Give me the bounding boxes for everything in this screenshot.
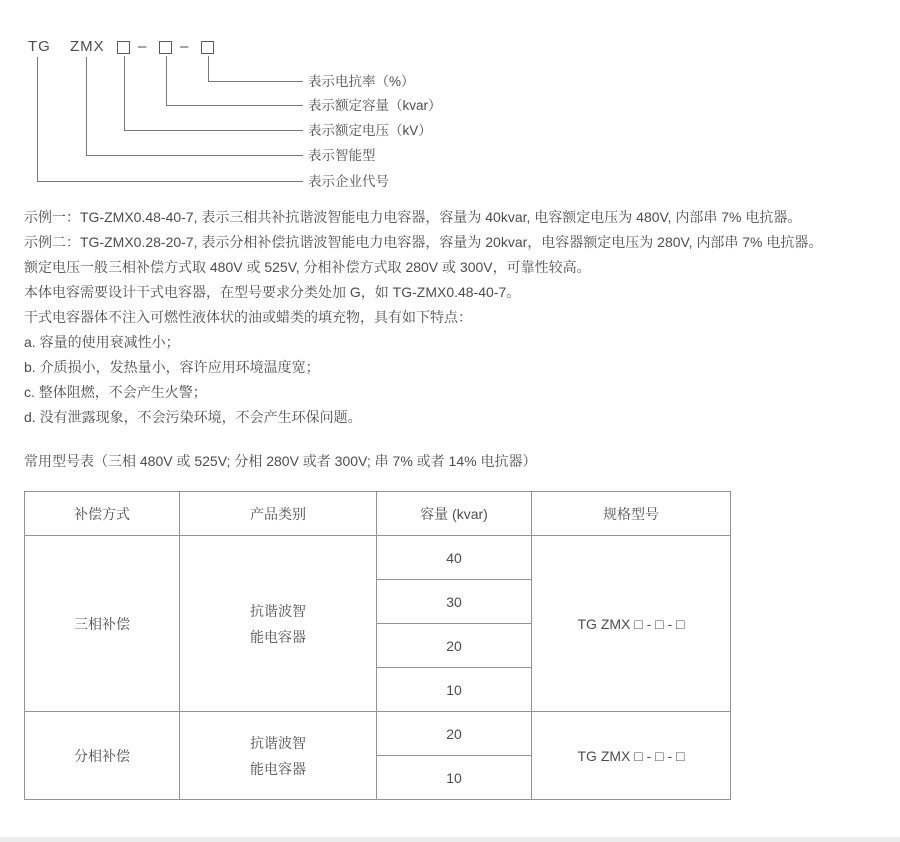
description-text-block	[0, 205, 900, 430]
paragraph-features-intro: 干式电容器体不注入可燃性液体状的油或蜡类的填充物，具有如下特点：	[24, 309, 472, 325]
paragraph-feature-b: b. 介质损小，发热量小，容许应用环境温度宽；	[24, 359, 320, 375]
smart-type-code-text: ZMX	[70, 38, 105, 55]
dash-separator: –	[180, 38, 190, 55]
table-row	[25, 712, 731, 756]
diagram-label-reactance: 表示电抗率（%）	[308, 74, 415, 89]
dash-separator: –	[138, 38, 148, 55]
model-box-icon	[159, 41, 172, 54]
cell-compensation-three-phase: 三相补偿	[25, 536, 180, 712]
category-line: 能电容器	[250, 628, 306, 645]
category-line: 抗谐波智	[250, 602, 306, 619]
col-header-capacity: 容量 (kvar)	[377, 492, 532, 536]
diagram-label-capacity: 表示额定容量（kvar）	[308, 98, 442, 113]
diagram-label-voltage: 表示额定电压（kV）	[308, 123, 432, 138]
company-code-text: TG	[28, 38, 51, 55]
model-box-icon	[117, 41, 130, 54]
page-bottom-edge	[0, 837, 900, 842]
cell-capacity: 20	[377, 624, 532, 668]
col-header-model: 规格型号	[532, 492, 731, 536]
cell-model-spec: TG ZMX □ - □ - □	[532, 536, 731, 712]
category-line: 能电容器	[250, 760, 306, 777]
paragraph-dry-type-note: 本体电容需要设计干式电容器，在型号要求分类处加 G，如 TG-ZMX0.48-40-7。	[24, 284, 521, 300]
paragraph-example-1: 示例一：TG-ZMX0.48-40-7, 表示三相共补抗谐波智能电力电容器，容量为 40kvar, 电容额定电压为 480V, 内部串 7% 电抗器。	[24, 209, 802, 225]
common-models-table	[24, 491, 731, 800]
cell-capacity: 10	[377, 756, 532, 800]
paragraph-feature-c: c. 整体阻燃，不会产生火警；	[24, 384, 207, 400]
diagram-label-smart: 表示智能型	[308, 148, 376, 163]
table-header-row	[25, 492, 731, 536]
cell-product-category	[180, 536, 377, 712]
category-line: 抗谐波智	[250, 734, 306, 751]
cell-capacity: 40	[377, 536, 532, 580]
callout-line-company	[37, 57, 303, 182]
col-header-compensation: 补偿方式	[25, 492, 180, 536]
paragraph-voltage-note: 额定电压一般三相补偿方式取 480V 或 525V, 分相补偿方式取 280V 或 300V，可靠性较高。	[24, 259, 591, 275]
cell-model-spec: TG ZMX □ - □ - □	[532, 712, 731, 800]
paragraph-example-2: 示例二：TG-ZMX0.28-20-7, 表示分相补偿抗谐波智能电力电容器，容量为 20kvar，电容器额定电压为 280V, 内部串 7% 电抗器。	[24, 234, 823, 250]
cell-capacity: 30	[377, 580, 532, 624]
table-title: 常用型号表（三相 480V 或 525V; 分相 280V 或者 300V; 串 7% 或者 14% 电抗器）	[24, 453, 537, 469]
cell-capacity: 10	[377, 668, 532, 712]
cell-capacity: 20	[377, 712, 532, 756]
cell-product-category	[180, 712, 377, 800]
col-header-category: 产品类别	[180, 492, 377, 536]
model-code-diagram	[0, 0, 900, 205]
paragraph-feature-a: a. 容量的使用衰减性小；	[24, 334, 180, 350]
paragraph-feature-d: d. 没有泄露现象，不会污染环境，不会产生环保问题。	[24, 409, 362, 425]
table-row	[25, 536, 731, 580]
cell-compensation-split-phase: 分相补偿	[25, 712, 180, 800]
model-box-icon	[201, 41, 214, 54]
diagram-label-company: 表示企业代号	[308, 174, 389, 189]
